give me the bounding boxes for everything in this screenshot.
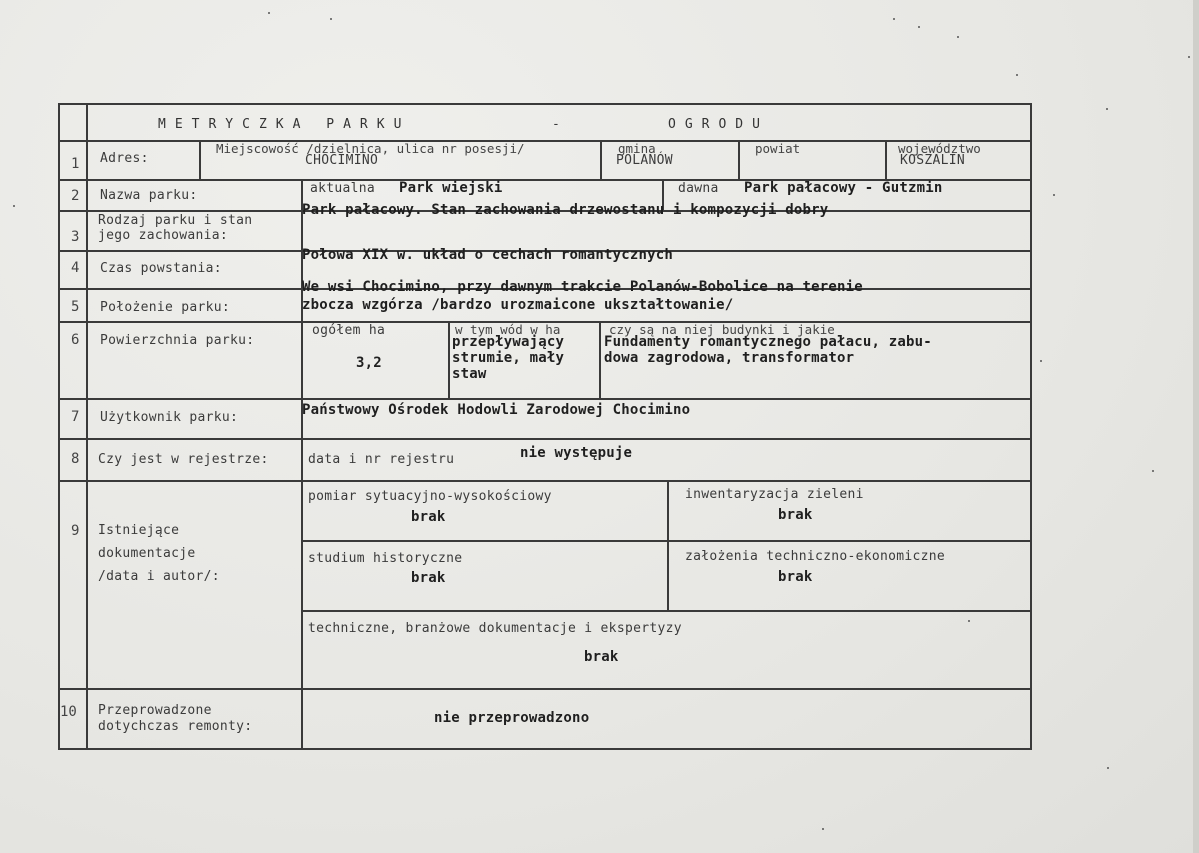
documentation-label-3: /data i autor/: [98, 569, 220, 584]
rule [58, 688, 1032, 690]
repairs-label: Przeprowadzone [98, 703, 212, 718]
locality-field-label: Miejscowość /dzielnica, ulica nr posesji/ [216, 141, 525, 156]
row-number: 3 [71, 229, 80, 245]
dust-speck [13, 205, 15, 207]
rule [667, 480, 669, 610]
repairs-label-2: dotychczas remonty: [98, 719, 253, 734]
former-name-value: Park pałacowy - Gutzmin [744, 180, 943, 196]
water-area-label: w tym wód w ha [455, 322, 561, 337]
former-name-label: dawna [678, 181, 719, 196]
rule [301, 610, 1032, 612]
user-label: Użytkownik parku: [100, 410, 239, 425]
rule [885, 140, 887, 179]
greenery-label: inwentaryzacja zieleni [685, 487, 864, 502]
rule [738, 140, 740, 179]
voivodeship-field-label: województwo [898, 141, 981, 156]
total-area-value: 3,2 [356, 355, 382, 371]
row-number: 8 [71, 451, 80, 467]
documentation-label: Istniejące [98, 523, 180, 538]
dust-speck [1016, 74, 1018, 76]
dust-speck [1107, 767, 1109, 769]
current-name-label: aktualna [310, 181, 376, 196]
rule [599, 321, 601, 398]
water-area-value-line2: strumie, mały [452, 350, 565, 366]
voivodeship-value: KOSZALIN [900, 153, 966, 168]
documentation-label-2: dokumentacje [98, 546, 196, 561]
creation-time-value: Połowa XIX w. układ o cechach romantycznych [302, 247, 674, 263]
row-number: 5 [71, 299, 80, 315]
historic-study-label: studium historyczne [308, 551, 463, 566]
rule [58, 103, 60, 750]
row-number: 2 [71, 188, 80, 204]
rule [301, 179, 303, 750]
rule [58, 398, 1032, 400]
row-number: 9 [71, 523, 80, 539]
tech-econ-value: brak [778, 569, 813, 585]
locality-value: CHOCIMINO [305, 153, 379, 168]
rule [199, 140, 201, 179]
dust-speck [330, 18, 332, 20]
gmina-value: POLANÓW [616, 153, 673, 168]
address-label: Adres: [100, 151, 149, 166]
user-value: Państwowy Ośrodek Hodowli Zarodowej Chocimino [302, 402, 691, 418]
register-value: nie występuje [520, 445, 633, 461]
row-number: 6 [71, 332, 80, 348]
buildings-value-line1: Fundamenty romantycznego pałacu, zabu- [604, 334, 932, 350]
creation-time-label: Czas powstania: [100, 261, 222, 276]
location-value-line1: We wsi Chocimino, przy dawnym trakcie Polanów-Bobolice na terenie [302, 279, 863, 295]
rule [58, 480, 1032, 482]
historic-study-value: brak [411, 570, 446, 586]
register-label: Czy jest w rejestrze: [98, 452, 269, 467]
rule [1030, 103, 1032, 750]
dust-speck [1053, 194, 1055, 196]
form-title-left: METRYCZKA PARKU [158, 117, 411, 132]
park-record-form [58, 103, 1032, 750]
rule [448, 321, 450, 398]
technical-docs-label: techniczne, branżowe dokumentacje i ekspertyzy [308, 621, 682, 636]
total-area-label: ogółem ha [312, 323, 386, 338]
buildings-value-line2: dowa zagrodowa, transformator [604, 350, 855, 366]
form-title-right: OGRODU [668, 117, 769, 132]
powiat-field-label: powiat [755, 141, 801, 156]
buildings-label: czy są na niej budynki i jakie [609, 322, 835, 337]
page-edge-shadow [1193, 0, 1199, 853]
dust-speck [1188, 56, 1190, 58]
row-number: 7 [71, 409, 80, 425]
row-number: 1 [71, 156, 80, 172]
dust-speck [1040, 360, 1042, 362]
row-number: 4 [71, 260, 80, 276]
tech-econ-label: założenia techniczno-ekonomiczne [685, 549, 946, 564]
technical-docs-value: brak [584, 649, 619, 665]
rule [58, 748, 1032, 750]
dust-speck [918, 26, 920, 28]
rule [58, 103, 1032, 105]
dust-speck [957, 36, 959, 38]
location-value-line2: zbocza wzgórza /bardzo urozmaicone ukształtowanie/ [302, 297, 734, 313]
gmina-field-label: gmina [618, 141, 656, 156]
dust-speck [822, 828, 824, 830]
form-title-dash: - [552, 117, 561, 132]
greenery-value: brak [778, 507, 813, 523]
dust-speck [1106, 108, 1108, 110]
rule [600, 140, 602, 179]
park-name-label: Nazwa parku: [100, 188, 198, 203]
park-type-value: Park pałacowy. Stan zachowania drzewostanu i kompozycji dobry [302, 202, 829, 218]
row-number: 10 [60, 704, 77, 720]
register-field-label: data i nr rejestru [308, 452, 455, 467]
survey-value: brak [411, 509, 446, 525]
water-area-value-line3: staw [452, 366, 487, 382]
park-type-label: Rodzaj parku i stan [98, 213, 253, 228]
location-label: Położenie parku: [100, 300, 231, 315]
current-name-value: Park wiejski [399, 180, 503, 196]
rule [58, 438, 1032, 440]
survey-label: pomiar sytuacyjno-wysokościowy [308, 489, 552, 504]
dust-speck [268, 12, 270, 14]
area-label: Powierzchnia parku: [100, 333, 255, 348]
dust-speck [893, 18, 895, 20]
rule [86, 103, 88, 750]
dust-speck [1152, 470, 1154, 472]
park-type-label-2: jego zachowania: [98, 228, 229, 243]
water-area-value-line1: przepływający [452, 334, 565, 350]
repairs-value: nie przeprowadzono [434, 710, 590, 726]
